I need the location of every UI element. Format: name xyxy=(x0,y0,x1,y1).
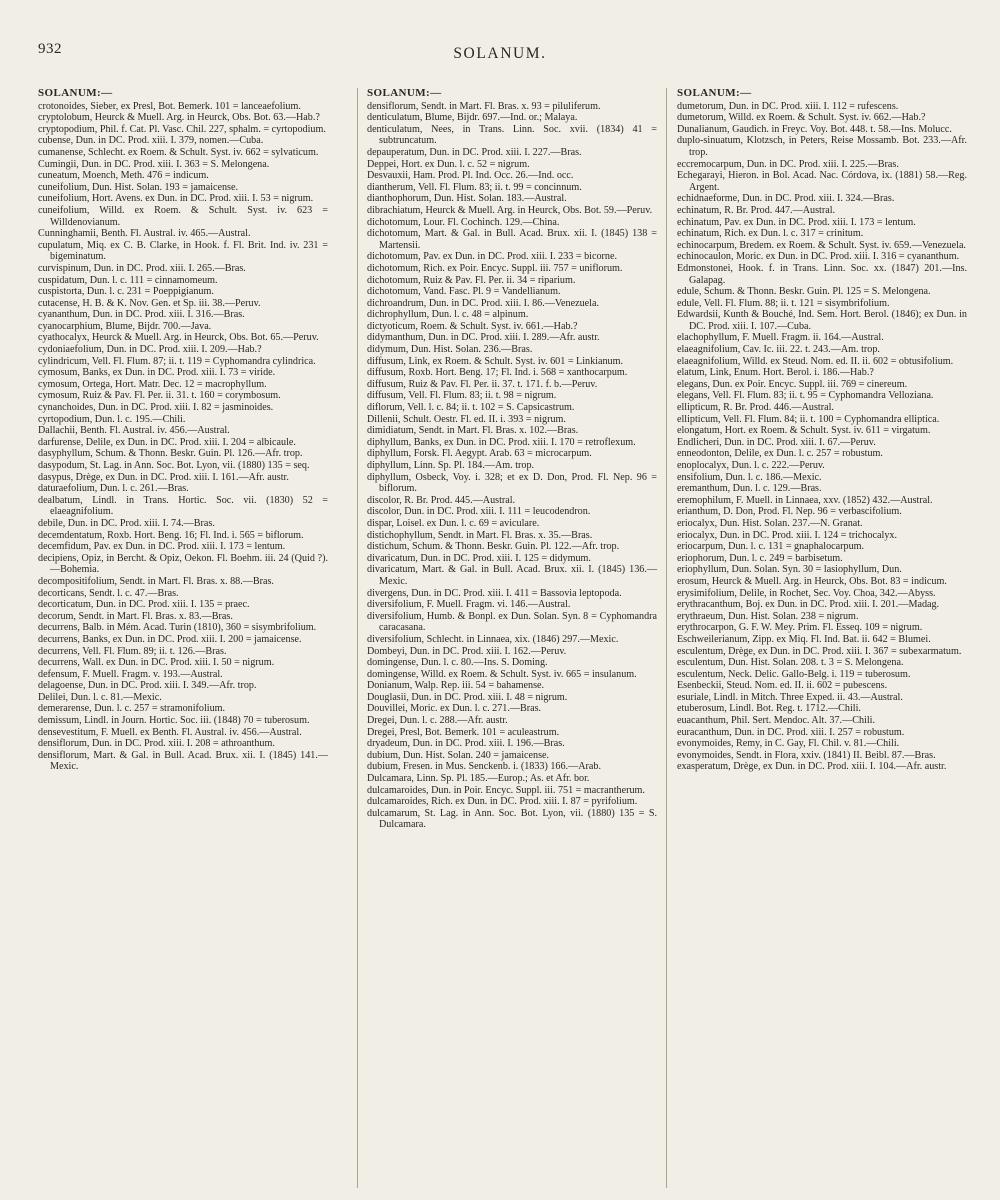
index-entry: debile, Dun. in DC. Prod. xiii. I. 74.—Bras. xyxy=(38,517,215,529)
column-heading: SOLANUM:— xyxy=(677,87,752,99)
index-entry: denticulatum, Nees, in Trans. Linn. Soc. xvii. (1834) 41 = subtruncatum. xyxy=(367,123,657,147)
running-head: SOLANUM. xyxy=(453,45,547,62)
index-entry: Endlicheri, Dun. in DC. Prod. xiii. I. 67.—Peruv. xyxy=(677,436,876,448)
index-entry: Eschweilerianum, Zipp. ex Miq. Fl. Ind. Bat. ii. 642 = Blumei. xyxy=(677,633,931,645)
index-entry: euracanthum, Dun. in DC. Prod. xiii. I. 257 = robustum. xyxy=(677,726,905,738)
index-entry: cyrtopodium, Dun. l. c. 195.—Chili. xyxy=(38,413,186,425)
index-entry: etuberosum, Lindl. Bot. Reg. t. 1712.—Chili. xyxy=(677,703,861,715)
column-divider xyxy=(357,88,358,1188)
index-entry: esuriale, Lindl. in Mitch. Three Exped. ii. 43.—Austral. xyxy=(677,691,903,703)
index-entry: euacanthum, Phil. Sert. Mendoc. Alt. 37.—Chili. xyxy=(677,715,875,727)
index-entry: cuneatum, Moench, Meth. 476 = indicum. xyxy=(38,170,209,182)
index-entry: ellipticum, Vell. Fl. Flum. 84; ii. t. 100 = Cyphomandra elliptica. xyxy=(677,413,940,425)
index-entry: dispar, Loisel. ex Dun. l. c. 69 = aviculare. xyxy=(367,517,540,529)
index-entry: echinocaulon, Moric. ex Dun. in DC. Prod. xiii. I. 316 = cyananthum. xyxy=(677,251,960,263)
index-entry: Echegarayi, Hieron. in Bol. Acad. Nac. Córdova, ix. (1881) 58.—Reg. Argent. xyxy=(677,170,967,193)
column-3 xyxy=(677,88,967,773)
index-entry: elachophyllum, F. Muell. Fragm. ii. 164.—Austral. xyxy=(677,332,884,344)
index-entry: curvispinum, Dun. in DC. Prod. xiii. I. 265.—Bras. xyxy=(38,262,246,274)
index-entry: Dunalianum, Gaudich. in Freyc. Voy. Bot. 448. t. 58.—Ins. Molucc. xyxy=(677,123,952,135)
index-entry: eremophilum, F. Muell. in Linnaea, xxv. (1852) 432.—Austral. xyxy=(677,494,933,506)
index-entry: elongatum, Hort. ex Roem. & Schult. Syst. iv. 611 = virgatum. xyxy=(677,425,931,437)
index-entry: didymum, Dun. Hist. Solan. 236.—Bras. xyxy=(367,344,533,356)
index-entry: dumetorum, Dun. in DC. Prod. xiii. I. 112 = rufescens. xyxy=(677,100,899,112)
index-entry: Desvauxii, Ham. Prod. Pl. Ind. Occ. 26.—Ind. occ. xyxy=(367,170,574,182)
index-entry: erosum, Heurck & Muell. Arg. in Heurck, Obs. Bot. 83 = indicum. xyxy=(677,575,947,587)
index-entry: decorticatum, Dun. in DC. Prod. xiii. I. 135 = praec. xyxy=(38,599,250,611)
index-entry: demissum, Lindl. in Journ. Hortic. Soc. iii. (1848) 70 = tuberosum. xyxy=(38,715,310,727)
index-entry: erythracanthum, Boj. ex Dun. in DC. Prod. xiii. I. 201.—Madag. xyxy=(677,599,940,611)
index-entry: dubium, Fresen. in Mus. Senckenb. i. (1833) 166.—Arab. xyxy=(367,761,601,773)
index-entry: dryadeum, Dun. in DC. Prod. xiii. I. 196.—Bras. xyxy=(367,738,565,750)
index-entry: densiflorum, Dun. in DC. Prod. xiii. I. 208 = athroanthum. xyxy=(38,738,275,750)
index-entry: dichotomum, Ruiz & Pav. Fl. Per. ii. 34 = riparium. xyxy=(367,274,576,286)
index-entry: evonymoides, Sendt. in Flora, xxiv. (1841) II. Beibl. 87.—Bras. xyxy=(677,749,936,761)
index-entry: diphyllum, Banks, ex Dun. in DC. Prod. xiii. I. 170 = retroflexum. xyxy=(367,436,636,448)
index-entry: darfurense, Delile, ex Dun. in DC. Prod. xiii. I. 204 = albicaule. xyxy=(38,436,296,448)
index-entry: cydoniaefolium, Dun. in DC. Prod. xiii. I. 209.—Hab.? xyxy=(38,344,262,356)
index-entry: diffusum, Vell. Fl. Flum. 83; ii. t. 98 = nigrum. xyxy=(367,390,557,402)
index-entry: diffusum, Roxb. Hort. Beng. 17; Fl. Ind. i. 568 = xanthocarpum. xyxy=(367,367,628,379)
index-entry: decompositifolium, Sendt. in Mart. Fl. Bras. x. 88.—Bras. xyxy=(38,575,274,587)
index-entry: cuneifolium, Willd. ex Roem. & Schult. Syst. iv. 623 = Willdenovianum. xyxy=(38,204,328,228)
index-entry: cumanense, Schlecht. ex Roem. & Schult. Syst. iv. 662 = sylvaticum. xyxy=(38,146,319,158)
index-entry: Delilei, Dun. l. c. 81.—Mexic. xyxy=(38,691,162,703)
index-entry: dulcamaroides, Rich. ex Dun. in DC. Prod. xiii. I. 87 = pyrifolium. xyxy=(367,796,638,808)
index-entry: echinatum, Pav. ex Dun. in DC. Prod. xiii. I. 173 = lentum. xyxy=(677,216,916,228)
index-entry: defensum, F. Muell. Fragm. v. 193.—Austral. xyxy=(38,668,223,680)
index-entry: cuspidatum, Dun. l. c. 111 = cinnamomeum. xyxy=(38,274,218,286)
index-entry: Edmonstonei, Hook. f. in Trans. Linn. Soc. xx. (1847) 201.—Ins. Galapag. xyxy=(677,262,967,286)
index-entry: dichrophyllum, Dun. l. c. 48 = alpinum. xyxy=(367,309,529,321)
index-entry: demerarense, Dun. l. c. 257 = stramonifolium. xyxy=(38,703,226,715)
index-entry: cymosum, Ruiz & Pav. Fl. Per. ii. 31. t. 160 = corymbosum. xyxy=(38,390,281,402)
index-entry: Douvillei, Moric. ex Dun. l. c. 271.—Bras. xyxy=(367,703,542,715)
index-entry: dumetorum, Willd. ex Roem. & Schult. Syst. iv. 662.—Hab.? xyxy=(677,112,926,124)
index-entry: cyanocarphium, Blume, Bijdr. 700.—Java. xyxy=(38,320,212,332)
index-entry: domingense, Willd. ex Roem. & Schult. Syst. iv. 665 = insulanum. xyxy=(367,668,637,680)
column-heading: SOLANUM:— xyxy=(367,87,442,99)
index-entry: didymanthum, Dun. in DC. Prod. xiii. I. 289.—Afr. austr. xyxy=(367,332,600,344)
index-entry: dichotomum, Mart. & Gal. in Bull. Acad. Brux. xii. I. (1845) 138 = Martensii. xyxy=(367,228,657,251)
index-entry: eccremocarpum, Dun. in DC. Prod. xiii. I. 225.—Bras. xyxy=(677,158,899,170)
index-entry: duplo-sinuatum, Klotzsch, in Peters, Reise Mossamb. Bot. 233.—Afr. trop. xyxy=(677,135,967,158)
index-entry: enneodonton, Delile, ex Dun. l. c. 257 = robustum. xyxy=(677,448,883,460)
index-entry: Esenbeckii, Steud. Nom. ed. II. ii. 602 = pubescens. xyxy=(677,680,888,692)
index-entry: decurrens, Balb. in Mém. Acad. Turin (1810), 360 = sisymbrifolium. xyxy=(38,622,317,634)
index-entry: decurrens, Wall. ex Dun. in DC. Prod. xiii. I. 50 = nigrum. xyxy=(38,657,275,669)
index-entry: decorticans, Sendt. l. c. 47.—Bras. xyxy=(38,587,179,599)
index-entry: edule, Schum. & Thonn. Beskr. Guin. Pl. 125 = S. Melongena. xyxy=(677,286,931,298)
index-entry: eriophyllum, Dun. Solan. Syn. 30 = lasiophyllum, Dun. xyxy=(677,564,902,576)
index-entry: Cunninghamii, Benth. Fl. Austral. iv. 465.—Austral. xyxy=(38,228,251,240)
index-entry: eriocalyx, Dun. in DC. Prod. xiii. I. 124 = trichocalyx. xyxy=(677,529,897,541)
index-entry: exasperatum, Drège, ex Dun. in DC. Prod. xiii. I. 104.—Afr. austr. xyxy=(677,761,947,773)
index-entry: cymosum, Banks, ex Dun. in DC. Prod. xiii. I. 73 = viride. xyxy=(38,367,276,379)
index-entry: dictyoticum, Roem. & Schult. Syst. iv. 661.—Hab.? xyxy=(367,320,578,332)
index-entry: cryptopodium, Phil. f. Cat. Pl. Vasc. Chil. 227, sphalm. = cyrtopodium. xyxy=(38,123,326,135)
index-entry: esculentum, Drège, ex Dun. in DC. Prod. xiii. I. 367 = subexarmatum. xyxy=(677,645,962,657)
index-entry: dasypus, Drège, ex Dun. in DC. Prod. xiii. I. 161.—Afr. austr. xyxy=(38,471,289,483)
index-entry: decurrens, Vell. Fl. Flum. 89; ii. t. 126.—Bras. xyxy=(38,645,227,657)
index-entry: densevestitum, F. Muell. ex Benth. Fl. Austral. iv. 456.—Austral. xyxy=(38,726,302,738)
index-entry: dichotomum, Pav. ex Dun. in DC. Prod. xiii. I. 233 = bicorne. xyxy=(367,251,617,263)
index-entry: dasyphyllum, Schum. & Thonn. Beskr. Guin. Pl. 126.—Afr. trop. xyxy=(38,448,303,460)
index-entry: denticulatum, Blume, Bijdr. 697.—Ind. or.; Malaya. xyxy=(367,112,578,124)
index-entry: divaricatum, Mart. & Gal. in Bull. Acad. Brux. xii. I. (1845) 136.—Mexic. xyxy=(367,564,657,587)
index-entry: edule, Vell. Fl. Flum. 88; ii. t. 121 = sisymbrifolium. xyxy=(677,297,890,309)
index-entry: decemfidum, Pav. ex Dun. in DC. Prod. xiii. I. 173 = lentum. xyxy=(38,541,286,553)
index-entry: cynanchoides, Dun. in DC. Prod. xiii. I. 82 = jasminoides. xyxy=(38,402,274,414)
index-entry: dimidiatum, Sendt. in Mart. Fl. Bras. x. 102.—Bras. xyxy=(367,425,579,437)
index-entry: daturaefolium, Dun. l. c. 261.—Bras. xyxy=(38,483,189,495)
index-entry: elegans, Vell. Fl. Flum. 83; ii. t. 95 = Cyphomandra Velloziana. xyxy=(677,390,934,402)
index-entry: diantherum, Vell. Fl. Flum. 83; ii. t. 99 = concinnum. xyxy=(367,181,582,193)
index-entry: elaeagnifolium, Cav. Ic. iii. 22. t. 243.—Am. trop. xyxy=(677,344,880,356)
index-entry: domingense, Dun. l. c. 80.—Ins. S. Doming. xyxy=(367,657,548,669)
index-entry: esculentum, Neck. Delic. Gallo-Belg. i. 119 = tuberosum. xyxy=(677,668,911,680)
index-entry: dasypodum, St. Lag. in Ann. Soc. Bot. Lyon, vii. (1880) 135 = seq. xyxy=(38,460,310,471)
index-entry: cupulatum, Miq. ex C. B. Clarke, in Hook. f. Fl. Brit. Ind. iv. 231 = bigeminatum. xyxy=(38,239,328,263)
index-entry: eriophorum, Dun. l. c. 249 = barbisetum. xyxy=(677,552,843,564)
index-entry: Deppei, Hort. ex Dun. l. c. 52 = nigrum. xyxy=(367,158,530,170)
index-entry: cubense, Dun. in DC. Prod. xiii. I. 379, nomen.—Cuba. xyxy=(38,135,264,147)
index-entry: distichum, Schum. & Thonn. Beskr. Guin. Pl. 122.—Afr. trop. xyxy=(367,541,620,553)
index-entry: diphyllum, Forsk. Fl. Aegypt. Arab. 63 = microcarpum. xyxy=(367,448,592,460)
index-entry: erysimifolium, Delile, in Rochet, Sec. Voy. Choa, 342.—Abyss. xyxy=(677,587,936,599)
index-entry: eremanthum, Dun. l. c. 129.—Bras. xyxy=(677,483,822,495)
index-entry: decemdentatum, Roxb. Hort. Beng. 16; Fl. Ind. i. 565 = biflorum. xyxy=(38,529,304,541)
index-entry: dichroandrum, Dun. in DC. Prod. xiii. I. 86.—Venezuela. xyxy=(367,297,599,309)
index-entry: decurrens, Banks, ex Dun. in DC. Prod. xiii. I. 200 = jamaicense. xyxy=(38,633,302,645)
index-entry: eriocalyx, Dun. Hist. Solan. 237.—N. Granat. xyxy=(677,517,863,529)
index-entry: discolor, Dun. in DC. Prod. xiii. I. 111 = leucodendron. xyxy=(367,506,591,518)
index-entry: densiflorum, Mart. & Gal. in Bull. Acad. Brux. xii. I. (1845) 141.—Mexic. xyxy=(38,749,328,773)
index-entry: dichotomum, Lour. Fl. Cochinch. 129.—China. xyxy=(367,216,560,228)
column-1 xyxy=(38,88,328,773)
index-entry: ensifolium, Dun. l. c. 186.—Mexic. xyxy=(677,471,822,483)
index-entry: Donianum, Walp. Rep. iii. 54 = bahamense. xyxy=(367,680,545,692)
index-entry: Dallachii, Benth. Fl. Austral. iv. 456.—Austral. xyxy=(38,425,230,437)
index-entry: cutacense, H. B. & K. Nov. Gen. et Sp. iii. 38.—Peruv. xyxy=(38,297,261,309)
index-entry: cyananthum, Dun. in DC. Prod. xiii. I. 316.—Bras. xyxy=(38,309,245,321)
index-entry: cyathocalyx, Heurck & Muell. Arg. in Heurck, Obs. Bot. 65.—Peruv. xyxy=(38,332,319,344)
index-entry: dianthophorum, Dun. Hist. Solan. 183.—Austral. xyxy=(367,193,567,205)
index-entry: enoplocalyx, Dun. l. c. 222.—Peruv. xyxy=(677,460,825,471)
index-entry: cylindricum, Vell. Fl. Flum. 87; ii. t. 119 = Cyphomandra cylindrica. xyxy=(38,355,316,367)
index-entry: eriocarpum, Dun. l. c. 131 = gnaphalocarpum. xyxy=(677,541,865,553)
index-entry: echidnaeforme, Dun. in DC. Prod. xiii. I. 324.—Bras. xyxy=(677,193,895,205)
index-entry: decipiens, Opiz, in Bercht. & Opiz, Oekon. Fl. Boehm. iii. 24 (Quid ?).—Bohemia. xyxy=(38,552,328,576)
index-entry: decorum, Sendt. in Mart. Fl. Bras. x. 83.—Bras. xyxy=(38,610,233,622)
index-entry: ellipticum, R. Br. Prod. 446.—Austral. xyxy=(677,402,834,414)
index-entry: divaricatum, Dun. in DC. Prod. xiii. I. 125 = didymum. xyxy=(367,552,591,564)
index-entry: erianthum, D. Don, Prod. Fl. Nep. 96 = verbascifolium. xyxy=(677,506,902,518)
index-entry: Dulcamara, Linn. Sp. Pl. 185.—Europ.; As. et Afr. bor. xyxy=(367,773,590,785)
index-entry: diversifolium, F. Muell. Fragm. vi. 146.—Austral. xyxy=(367,599,571,611)
index-entry: dichotomum, Rich. ex Poir. Encyc. Suppl. iii. 757 = uniflorum. xyxy=(367,262,623,274)
index-entry: divergens, Dun. in DC. Prod. xiii. I. 411 = Bassovia leptopoda. xyxy=(367,587,622,599)
index-entry: cryptolobum, Heurck & Muell. Arg. in Heurck, Obs. Bot. 63.—Hab.? xyxy=(38,112,320,124)
index-entry: Cumingii, Dun. in DC. Prod. xiii. I. 363 = S. Melongena. xyxy=(38,158,270,170)
index-entry: cuneifolium, Dun. Hist. Solan. 193 = jamaicense. xyxy=(38,181,239,193)
index-entry: densiflorum, Sendt. in Mart. Fl. Bras. x. 93 = piluliferum. xyxy=(367,100,601,112)
index-entry: Edwardsii, Kunth & Bouché, Ind. Sem. Hort. Berol. (1846); ex Dun. in DC. Prod. xiii. I. 107.—Cuba. xyxy=(677,309,967,332)
index-entry: echinocarpum, Bredem. ex Roem. & Schult. Syst. iv. 659.—Venezuela. xyxy=(677,239,966,251)
index-entry: dichotomum, Vand. Fasc. Pl. 9 = Vandellianum. xyxy=(367,286,561,298)
index-entry: discolor, R. Br. Prod. 445.—Austral. xyxy=(367,494,516,506)
index-entry: elegans, Dun. ex Poir. Encyc. Suppl. iii. 769 = cinereum. xyxy=(677,378,908,390)
index-entry: diversifolium, Humb. & Bonpl. ex Dun. Solan. Syn. 8 = Cyphomandra caracasana. xyxy=(367,610,657,634)
index-entry: Dregei, Presl, Bot. Bemerk. 101 = aculeastrum. xyxy=(367,726,560,738)
index-entry: Dillenii, Schult. Oestr. Fl. ed. II. i. 393 = nigrum. xyxy=(367,413,566,425)
index-entry: diphyllum, Osbeck, Voy. i. 328; et ex D. Don, Prod. Fl. Nep. 96 = biflorum. xyxy=(367,471,657,495)
index-entry: delagoense, Dun. in DC. Prod. xiii. I. 349.—Afr. trop. xyxy=(38,680,257,692)
index-entry: diffusum, Link, ex Roem. & Schult. Syst. iv. 601 = Linkianum. xyxy=(367,355,624,367)
index-entry: crotonoides, Sieber, ex Presl, Bot. Bemerk. 101 = lanceaefolium. xyxy=(38,100,301,112)
index-entry: dibrachiatum, Heurck & Muell. Arg. in Heurck, Obs. Bot. 59.—Peruv. xyxy=(367,204,653,216)
index-entry: evonymoides, Remy, in C. Gay, Fl. Chil. v. 81.—Chili. xyxy=(677,738,900,750)
index-entry: cuspistorta, Dun. l. c. 231 = Poeppigianum. xyxy=(38,286,214,298)
page-number: 932 xyxy=(38,41,62,57)
index-entry: echinatum, R. Br. Prod. 447.—Austral. xyxy=(677,204,836,216)
column-2 xyxy=(367,88,657,831)
index-entry: echinatum, Rich. ex Dun. l. c. 317 = crinitum. xyxy=(677,228,864,240)
index-entry: dulcamaroides, Dun. in Poir. Encyc. Suppl. iii. 751 = macrantherum. xyxy=(367,784,645,796)
index-entry: erythraeum, Dun. Hist. Solan. 238 = nigrum. xyxy=(677,610,859,622)
index-entry: cuneifolium, Hort. Avens. ex Dun. in DC. Prod. xiii. I. 53 = nigrum. xyxy=(38,193,314,205)
index-entry: Douglasii, Dun. in DC. Prod. xiii. I. 48 = nigrum. xyxy=(367,691,568,703)
index-entry: erythrocarpon, G. F. W. Mey. Prim. Fl. Esseq. 109 = nigrum. xyxy=(677,622,923,634)
index-entry: Dregei, Dun. l. c. 288.—Afr. austr. xyxy=(367,715,508,727)
index-entry: dubium, Dun. Hist. Solan. 240 = jamaicense. xyxy=(367,749,550,761)
index-entry: cymosum, Ortega, Hort. Matr. Dec. 12 = macrophyllum. xyxy=(38,378,267,390)
index-entry: elaeagnifolium, Willd. ex Steud. Nom. ed. II. ii. 602 = obtusifolium. xyxy=(677,355,954,367)
index-entry: dealbatum, Lindl. in Trans. Hortic. Soc. vii. (1830) 52 = elaeagnifolium. xyxy=(38,494,328,518)
column-divider xyxy=(666,88,667,1188)
index-entry: diphyllum, Linn. Sp. Pl. 184.—Am. trop. xyxy=(367,460,535,471)
index-entry: esculentum, Dun. Hist. Solan. 208. t. 3 = S. Melongena. xyxy=(677,657,904,669)
index-entry: diversifolium, Schlecht. in Linnaea, xix. (1846) 297.—Mexic. xyxy=(367,633,619,645)
index-entry: dulcamarum, St. Lag. in Ann. Soc. Bot. Lyon, vii. (1880) 135 = S. Dulcamara. xyxy=(367,807,657,831)
index-entry: Dombeyi, Dun. in DC. Prod. xiii. I. 162.—Peruv. xyxy=(367,645,567,657)
index-entry: distichophyllum, Sendt. in Mart. Fl. Bras. x. 35.—Bras. xyxy=(367,529,593,541)
index-entry: diffusum, Ruiz & Pav. Fl. Per. ii. 37. t. 171. f. b.—Peruv. xyxy=(367,378,598,390)
index-entry: elatum, Link, Enum. Hort. Berol. i. 186.—Hab.? xyxy=(677,367,874,379)
column-heading: SOLANUM:— xyxy=(38,87,113,99)
index-entry: depauperatum, Dun. in DC. Prod. xiii. I. 227.—Bras. xyxy=(367,146,582,158)
index-entry: diflorum, Vell. l. c. 84; ii. t. 102 = S. Capsicastrum. xyxy=(367,402,575,414)
